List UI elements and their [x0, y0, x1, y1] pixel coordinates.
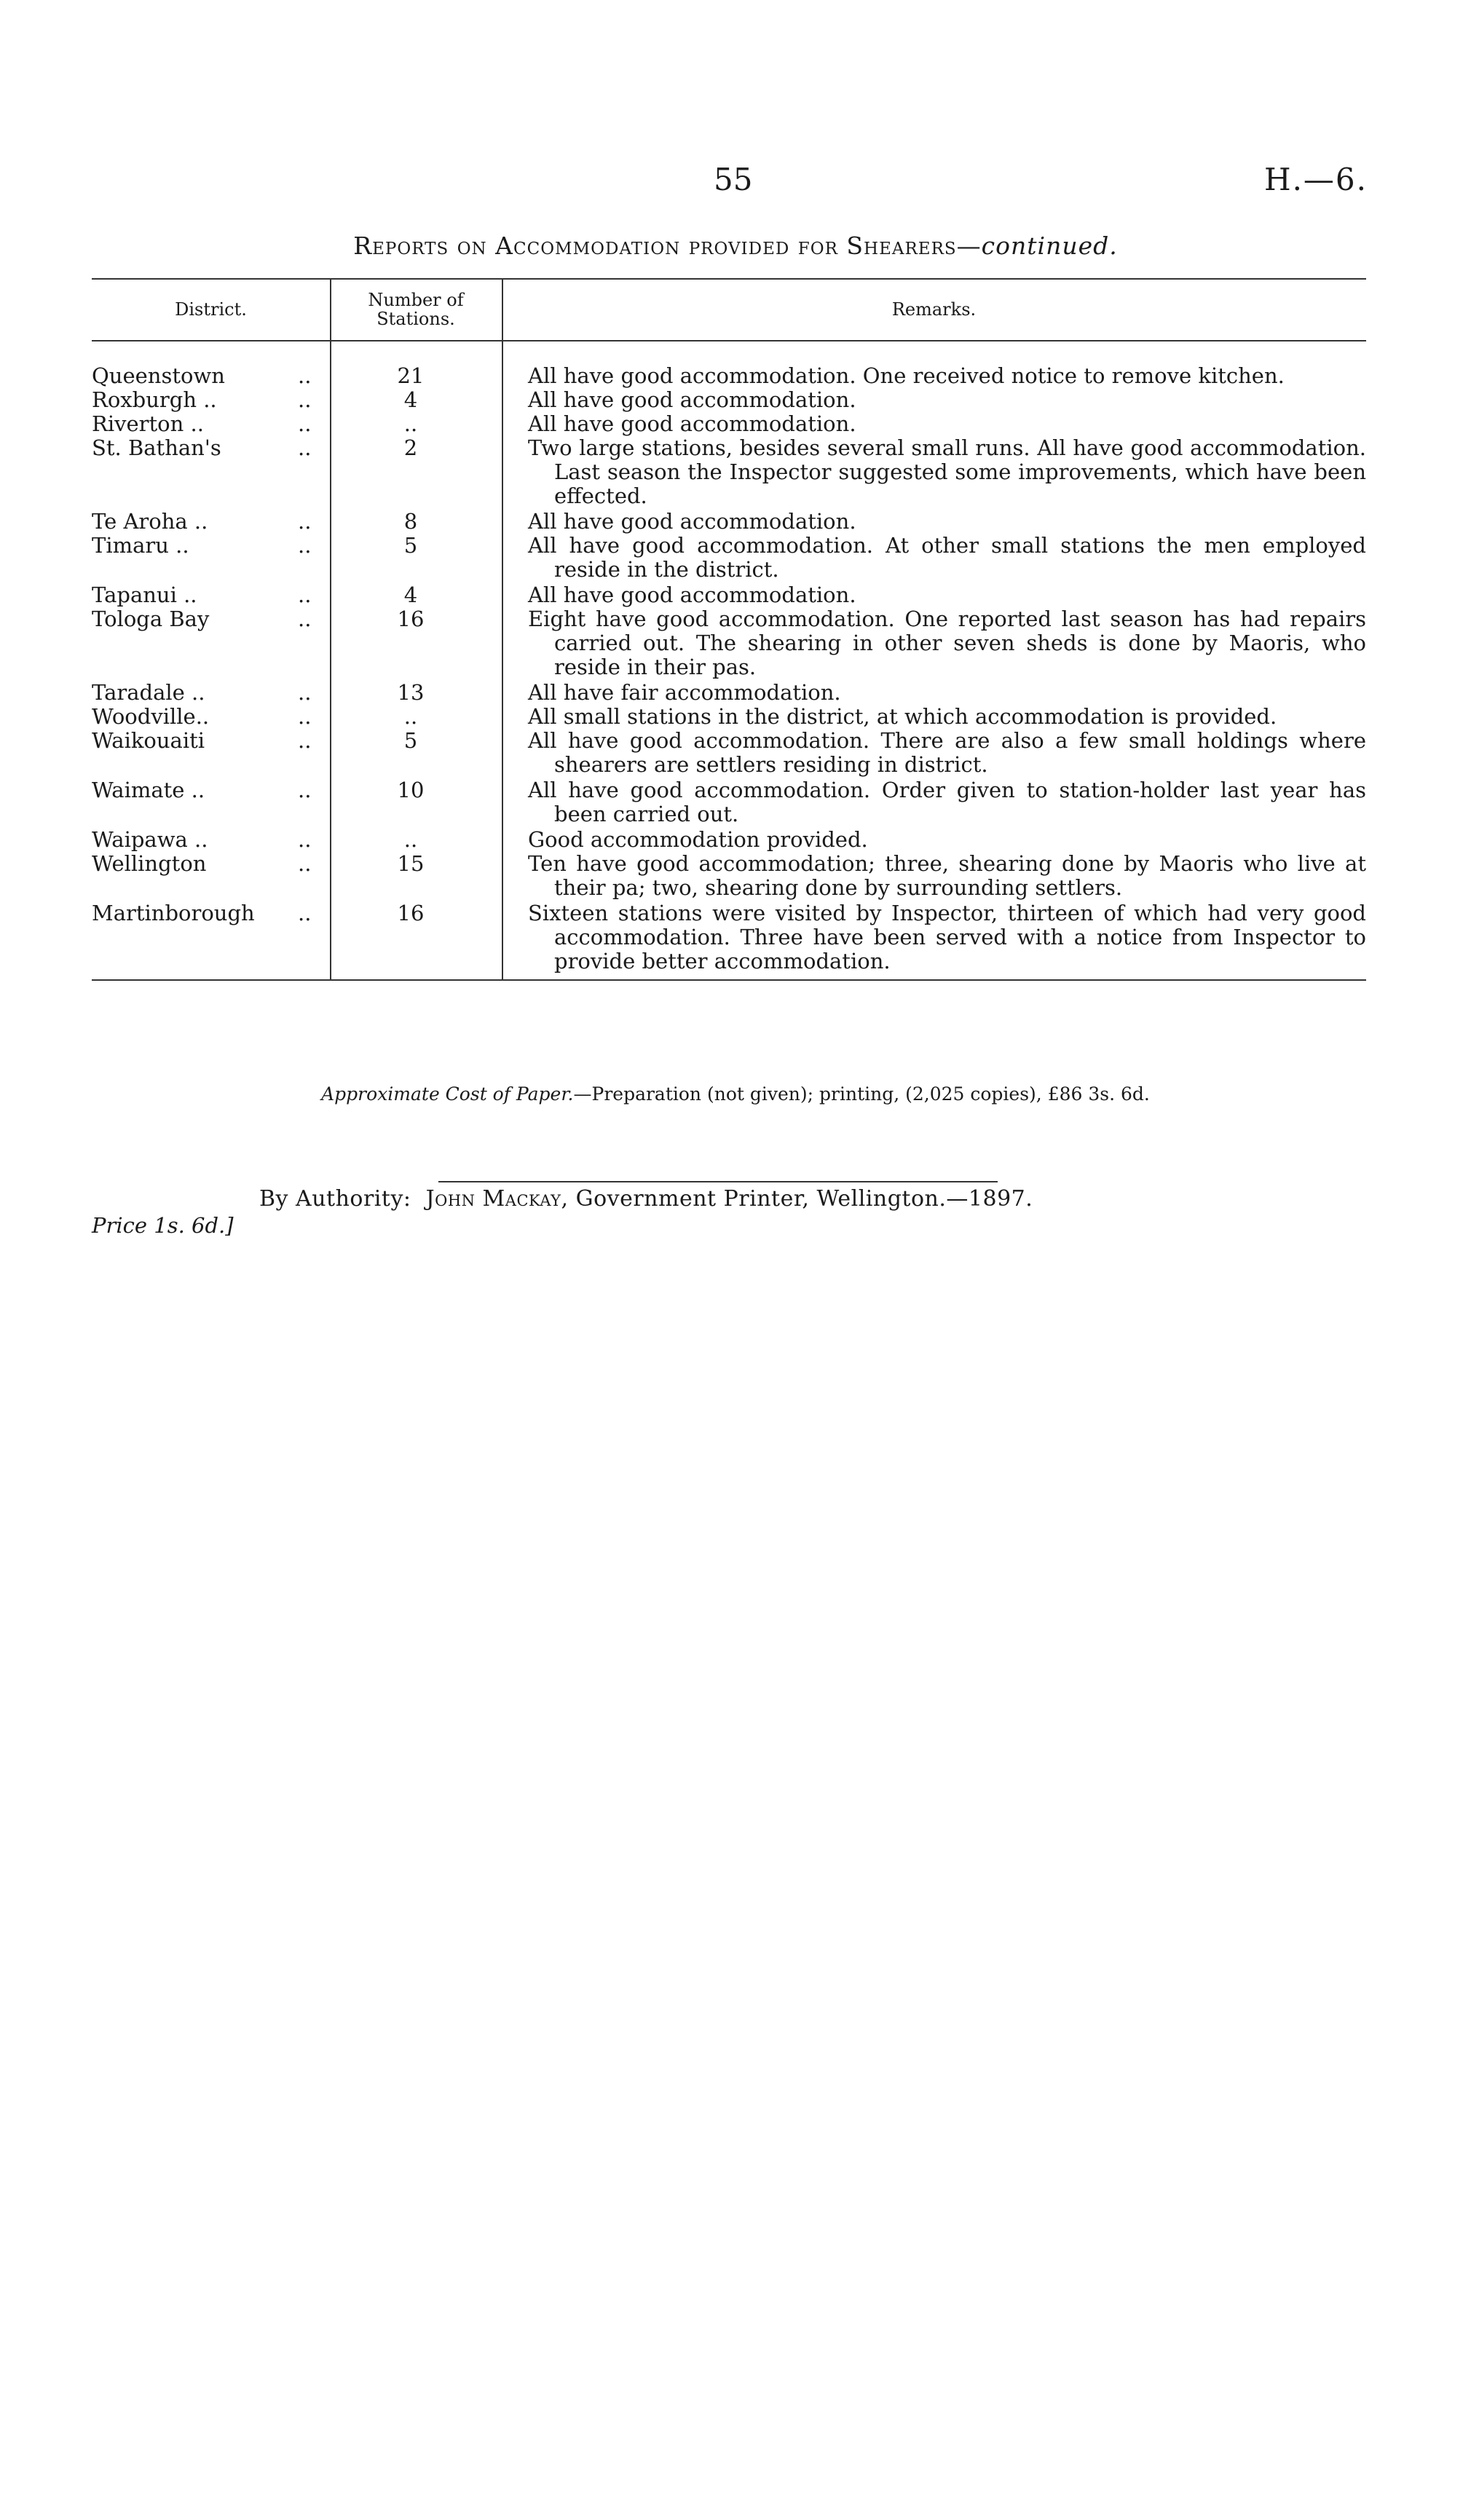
station-count: 16	[397, 607, 425, 631]
station-count: 2	[403, 435, 418, 460]
leader-dots: ..	[298, 680, 312, 705]
table-row	[92, 778, 1366, 826]
price: Price 1s. 6d.]	[92, 1213, 234, 1238]
district-cell	[92, 681, 330, 705]
table-row	[92, 729, 1366, 777]
remarks-cell: Sixteen stations were visited by Inspector, thirteen of which had very good accommodation. Three have been served with a notice from Inspector to provide better accommodation.	[528, 901, 1366, 973]
leader-dots: ..	[298, 533, 312, 558]
page-number: 55	[714, 162, 753, 197]
table-row	[92, 534, 1366, 582]
district-name: Waikouaiti	[92, 728, 205, 753]
table-row	[92, 510, 1366, 534]
district-cell	[92, 607, 330, 679]
column-header-district: District.	[175, 299, 247, 320]
table-row	[92, 364, 1366, 388]
document-reference: H.—6.	[1263, 162, 1368, 197]
leader-dots: ..	[298, 901, 312, 925]
district-cell	[92, 534, 330, 582]
report-title-continued: continued.	[981, 232, 1118, 260]
remarks-cell: All have good accommodation.	[528, 509, 856, 534]
table-row	[92, 388, 1366, 412]
district-name: Woodville..	[92, 704, 210, 729]
station-count: 4	[403, 582, 418, 607]
column-header-remarks: Remarks.	[891, 299, 977, 320]
district-name: Riverton ..	[92, 411, 204, 436]
report-title	[0, 232, 1471, 260]
district-cell	[92, 901, 330, 973]
leader-dots: ..	[298, 851, 312, 876]
leader-dots: ..	[298, 509, 312, 534]
district-name: St. Bathan's	[92, 435, 221, 460]
district-cell	[92, 388, 330, 412]
station-count: 13	[397, 680, 425, 705]
district-name: Taradale ..	[92, 680, 205, 705]
approximate-cost-note	[0, 1083, 1471, 1105]
district-name: Timaru ..	[92, 533, 189, 558]
district-name: Waimate ..	[92, 778, 205, 802]
column-header-number-line2: Stations.	[376, 308, 455, 329]
remarks-cell: All have good accommodation. At other small stations the men employed reside in the district.	[528, 533, 1366, 582]
station-count: ..	[403, 827, 418, 852]
remarks-cell: All have good accommodation. One received notice to remove kitchen.	[528, 363, 1285, 388]
district-name: Roxburgh ..	[92, 387, 217, 412]
remarks-cell: Ten have good accommodation; three, shearing done by Maoris who live at their pa; two, shearing done by surrounding settlers.	[528, 851, 1366, 900]
leader-dots: ..	[298, 607, 312, 631]
station-count: 21	[397, 363, 425, 388]
leader-dots: ..	[298, 827, 312, 852]
district-cell	[92, 510, 330, 534]
column-header-number-of-stations	[330, 278, 502, 340]
table-row	[92, 828, 1366, 852]
district-name: Queenstown	[92, 363, 225, 388]
remarks-cell: All have good accommodation.	[528, 387, 856, 412]
table-row	[92, 681, 1366, 705]
station-count: 5	[403, 728, 418, 753]
district-name: Wellington	[92, 851, 207, 876]
remarks-cell: Eight have good accommodation. One reported last season has had repairs carried out. The shearing in other seven sheds is done by Maoris, who reside in their pas.	[528, 607, 1366, 679]
leader-dots: ..	[298, 728, 312, 753]
station-count: 15	[397, 851, 425, 876]
district-name: Martinborough	[92, 901, 255, 925]
station-count: 10	[397, 778, 425, 802]
remarks-cell: All have good accommodation.	[528, 411, 856, 436]
authority-rule	[438, 1181, 998, 1182]
table-row	[92, 583, 1366, 607]
station-count: 16	[397, 901, 425, 925]
leader-dots: ..	[298, 387, 312, 412]
printer-authority	[259, 1186, 1033, 1212]
district-cell	[92, 705, 330, 729]
shearers-accommodation-table	[92, 278, 1366, 981]
station-count: ..	[403, 704, 418, 729]
leader-dots: ..	[298, 435, 312, 460]
table-row	[92, 852, 1366, 900]
district-name: Waipawa ..	[92, 827, 208, 852]
station-count: ..	[403, 411, 418, 436]
table-bottom-rule	[92, 979, 1366, 981]
leader-dots: ..	[298, 582, 312, 607]
district-cell	[92, 729, 330, 777]
district-cell	[92, 828, 330, 852]
district-name: Tapanui ..	[92, 582, 197, 607]
table-row	[92, 705, 1366, 729]
column-header-number-line1: Number of	[368, 289, 464, 310]
remarks-cell: All have good accommodation. There are also a few small holdings where shearers are settlers residing in district.	[528, 728, 1366, 777]
table-row	[92, 412, 1366, 436]
report-title-main: Reports on Accommodation provided for Shearers—	[353, 232, 982, 260]
station-count: 5	[403, 533, 418, 558]
district-cell	[92, 852, 330, 900]
authority-prefix: By Authority:	[259, 1186, 411, 1212]
table-row	[92, 436, 1366, 508]
district-cell	[92, 778, 330, 826]
table-row	[92, 607, 1366, 679]
station-count: 4	[403, 387, 418, 412]
remarks-cell: All small stations in the district, at which accommodation is provided.	[528, 704, 1277, 729]
district-cell	[92, 412, 330, 436]
remarks-cell: All have good accommodation.	[528, 582, 856, 607]
table-header-rule	[92, 340, 1366, 341]
authority-suffix: , Government Printer, Wellington.—1897.	[561, 1186, 1033, 1212]
district-cell	[92, 364, 330, 388]
leader-dots: ..	[298, 778, 312, 802]
leader-dots: ..	[298, 411, 312, 436]
station-count: 8	[403, 509, 418, 534]
district-name: Te Aroha ..	[92, 509, 208, 534]
table-body	[92, 364, 1366, 973]
printer-name: John Mackay	[425, 1186, 561, 1212]
remarks-cell: Two large stations, besides several small runs. All have good accommodation. Last season the Inspector suggested some improvements, which have been effected.	[528, 435, 1366, 508]
leader-dots: ..	[298, 704, 312, 729]
remarks-cell: All have fair accommodation.	[528, 680, 841, 705]
district-name: Tologa Bay	[92, 607, 210, 631]
cost-label: Approximate Cost of Paper.	[321, 1083, 574, 1105]
cost-text: —Preparation (not given); printing, (2,025 copies), £86 3s. 6d.	[573, 1083, 1150, 1105]
district-cell	[92, 436, 330, 508]
remarks-cell: All have good accommodation. Order given to station-holder last year has been carried out.	[528, 778, 1366, 826]
district-cell	[92, 583, 330, 607]
table-row	[92, 901, 1366, 973]
leader-dots: ..	[298, 363, 312, 388]
remarks-cell: Good accommodation provided.	[528, 827, 868, 852]
